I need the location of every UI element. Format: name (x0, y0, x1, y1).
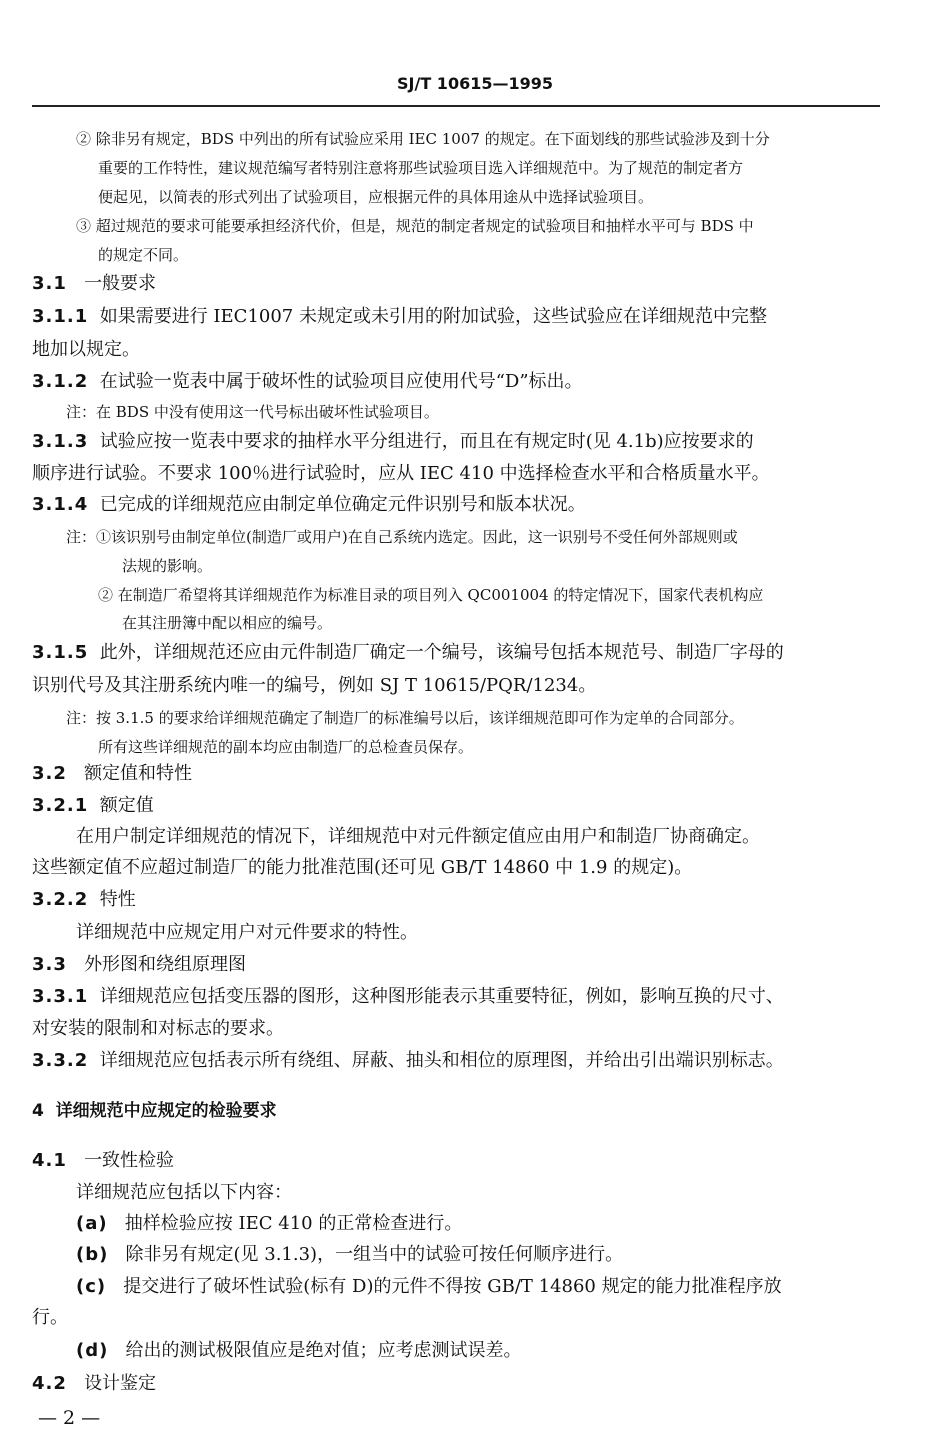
clause-3-1-5-line-2: 识别代号及其注册系统内唯一的编号，例如 SJ T 10615/PQR/1234。 (32, 675, 597, 696)
header-rule (32, 105, 880, 107)
clause-title: 特性 (99, 889, 136, 910)
list-item-d (76, 1340, 522, 1362)
chapter-number: 4 (32, 1101, 44, 1121)
clause-3-1-5-note-line-2: 所有这些详细规范的副本均应由制造厂的总检查员保存。 (98, 738, 474, 756)
note-2-line-2: 重要的工作特性，建议规范编写者特别注意将那些试验项目选入详细规范中。为了规范的制定者方 (98, 159, 744, 177)
clause-3-1-4 (32, 494, 586, 516)
section-title: 一般要求 (84, 273, 157, 294)
list-text: 除非另有规定(见 3.1.3)，一组当中的试验可按任何顺序进行。 (125, 1244, 624, 1265)
note-2-line-1: ② 除非另有规定，BDS 中列出的所有试验应采用 IEC 1007 的规定。在下面划线的那些试验涉及到十分 (76, 130, 770, 148)
section-4-1-heading (32, 1150, 174, 1172)
clause-3-2-1-para-line-2: 这些额定值不应超过制造厂的能力批准范围(还可见 GB/T 14860 中 1.9 的规定)。 (32, 857, 693, 878)
section-4-1-intro: 详细规范应包括以下内容： (76, 1182, 292, 1203)
list-label: (a) (76, 1213, 108, 1234)
clause-3-1-5-line-1 (32, 642, 784, 664)
clause-text: 如果需要进行 IEC1007 未规定或未引用的附加试验，这些试验应在详细规范中完整 (99, 306, 767, 327)
clause-number: 3.1.3 (32, 431, 89, 452)
clause-text: 在试验一览表中属于破坏性的试验项目应使用代号“D”标出。 (99, 371, 583, 392)
list-text: 给出的测试极限值应是绝对值；应考虑测试误差。 (125, 1340, 522, 1361)
clause-3-1-5-note-line-1: 注：按 3.1.5 的要求给详细规范确定了制造厂的标准编号以后，该详细规范即可作为定单的合同部分。 (66, 709, 744, 727)
clause-3-1-4-note-2-line-2: 在其注册簿中配以相应的编号。 (122, 614, 333, 632)
clause-text: 此外，详细规范还应由元件制造厂确定一个编号，该编号包括本规范号、制造厂字母的 (99, 642, 784, 663)
clause-3-1-3-line-2: 顺序进行试验。不要求 100％进行试验时，应从 IEC 410 中选择检查水平和合格质量水平。 (32, 463, 770, 484)
section-number: 3.2 (32, 763, 67, 784)
clause-3-1-4-note-1-line-2: 法规的影响。 (122, 557, 213, 575)
clause-3-1-2 (32, 371, 583, 393)
clause-3-3-2 (32, 1050, 784, 1072)
list-text: 提交进行了破坏性试验(标有 D)的元件不得按 GB/T 14860 规定的能力批准程序放 (123, 1276, 782, 1297)
clause-3-2-1-heading (32, 795, 154, 817)
section-number: 3.1 (32, 273, 67, 294)
note-2-line-3: 便起见，以简表的形式列出了试验项目，应根据元件的具体用途从中选择试验项目。 (98, 188, 654, 206)
chapter-4-heading (32, 1100, 277, 1122)
clause-3-3-1-line-1 (32, 986, 784, 1008)
clause-3-1-3-line-1 (32, 431, 754, 453)
section-3-2-heading (32, 763, 192, 785)
clause-number: 3.2.1 (32, 795, 89, 816)
list-item-b (76, 1244, 623, 1266)
clause-number: 3.1.1 (32, 306, 89, 327)
clause-number: 3.1.2 (32, 371, 89, 392)
section-number: 4.1 (32, 1150, 67, 1171)
section-title: 额定值和特性 (84, 763, 193, 784)
list-label: (b) (76, 1244, 109, 1265)
clause-title: 额定值 (99, 795, 154, 816)
clause-text: 试验应按一览表中要求的抽样水平分组进行，而且在有规定时(见 4.1b)应按要求的 (99, 431, 754, 452)
section-title: 外形图和绕组原理图 (84, 954, 247, 975)
clause-3-2-1-para-line-1: 在用户制定详细规范的情况下，详细规范中对元件额定值应由用户和制造厂协商确定。 (76, 826, 760, 847)
section-number: 3.3 (32, 954, 67, 975)
list-label: (c) (76, 1276, 107, 1297)
clause-3-1-1-line-1 (32, 306, 767, 328)
clause-3-2-2-para: 详细规范中应规定用户对元件要求的特性。 (76, 922, 418, 943)
clause-3-1-4-note-1-line-1: 注：①该识别号由制定单位(制造厂或用户)在自己系统内选定。因此，这一识别号不受任何外部规则或 (66, 528, 738, 546)
section-number: 4.2 (32, 1373, 67, 1394)
list-item-c-line-1 (76, 1276, 782, 1298)
clause-text: 详细规范应包括表示所有绕组、屏蔽、抽头和相位的原理图，并给出引出端识别标志。 (99, 1050, 784, 1071)
clause-number: 3.2.2 (32, 889, 89, 910)
section-3-3-heading (32, 954, 246, 976)
clause-number: 3.1.5 (32, 642, 89, 663)
clause-number: 3.3.2 (32, 1050, 89, 1071)
clause-text: 已完成的详细规范应由制定单位确定元件识别号和版本状况。 (99, 494, 586, 515)
clause-3-1-1-line-2: 地加以规定。 (32, 339, 140, 360)
list-item-a (76, 1213, 462, 1235)
list-text: 抽样检验应按 IEC 410 的正常检查进行。 (124, 1213, 463, 1234)
note-3-line-1: ③ 超过规范的要求可能要承担经济代价，但是，规范的制定者规定的试验项目和抽样水平可与 BDS 中 (76, 217, 754, 235)
note-3-line-2: 的规定不同。 (98, 246, 189, 264)
section-4-2-heading (32, 1373, 156, 1395)
list-label: (d) (76, 1340, 109, 1361)
chapter-title: 详细规范中应规定的检验要求 (55, 1101, 277, 1121)
section-3-1-heading (32, 273, 156, 295)
section-title: 一致性检验 (84, 1150, 175, 1171)
clause-text: 详细规范应包括变压器的图形，这种图形能表示其重要特征，例如，影响互换的尺寸、 (99, 986, 784, 1007)
standard-header: SJ/T 10615—1995 (397, 74, 553, 93)
list-item-c-line-2: 行。 (32, 1307, 68, 1328)
clause-3-3-1-line-2: 对安装的限制和对标志的要求。 (32, 1018, 284, 1039)
section-title: 设计鉴定 (84, 1373, 157, 1394)
page-number: — 2 — (38, 1407, 101, 1429)
clause-3-1-4-note-2-line-1: ② 在制造厂希望将其详细规范作为标准目录的项目列入 QC001004 的特定情况下，国家代表机构应 (98, 586, 764, 604)
clause-3-2-2-heading (32, 889, 136, 911)
clause-number: 3.3.1 (32, 986, 89, 1007)
clause-3-1-2-note: 注：在 BDS 中没有使用这一代号标出破坏性试验项目。 (66, 403, 439, 421)
clause-number: 3.1.4 (32, 494, 89, 515)
